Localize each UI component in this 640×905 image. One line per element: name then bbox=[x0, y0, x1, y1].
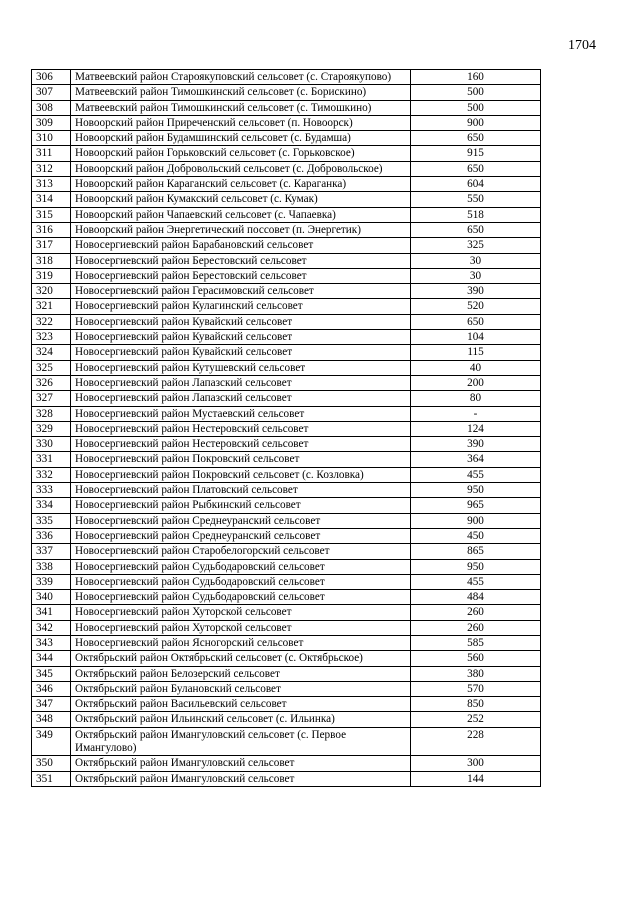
table-body bbox=[32, 70, 541, 787]
settlement-description-cell: Октябрьский район Имангуловский сельсовет bbox=[71, 756, 411, 771]
table-row bbox=[32, 437, 541, 452]
table-row bbox=[32, 284, 541, 299]
row-number-cell: 348 bbox=[32, 712, 71, 727]
settlement-description-cell: Матвеевский район Тимошкинский сельсовет (с. Борискино) bbox=[71, 85, 411, 100]
table-row bbox=[32, 421, 541, 436]
settlement-description-cell: Новосергиевский район Хуторской сельсовет bbox=[71, 605, 411, 620]
value-cell: 915 bbox=[411, 146, 541, 161]
settlement-description-cell: Новоорский район Приреченский сельсовет (п. Новоорск) bbox=[71, 115, 411, 130]
settlement-description-cell: Новосергиевский район Судьбодаровский сельсовет bbox=[71, 590, 411, 605]
table-row bbox=[32, 620, 541, 635]
row-number-cell: 311 bbox=[32, 146, 71, 161]
settlement-description-cell: Новосергиевский район Среднеуранский сельсовет bbox=[71, 528, 411, 543]
settlement-description-cell: Новоорский район Будамшинский сельсовет (с. Будамша) bbox=[71, 131, 411, 146]
value-cell: 650 bbox=[411, 222, 541, 237]
value-cell: 390 bbox=[411, 284, 541, 299]
row-number-cell: 339 bbox=[32, 574, 71, 589]
table-row bbox=[32, 131, 541, 146]
page-number: 1704 bbox=[568, 38, 596, 53]
row-number-cell: 330 bbox=[32, 437, 71, 452]
row-number-cell: 324 bbox=[32, 345, 71, 360]
settlement-description-cell: Октябрьский район Имангуловский сельсовет bbox=[71, 771, 411, 786]
row-number-cell: 351 bbox=[32, 771, 71, 786]
value-cell: - bbox=[411, 406, 541, 421]
table-row bbox=[32, 70, 541, 85]
settlement-description-cell: Октябрьский район Белозерский сельсовет bbox=[71, 666, 411, 681]
table-row bbox=[32, 513, 541, 528]
value-cell: 252 bbox=[411, 712, 541, 727]
table-row bbox=[32, 528, 541, 543]
settlement-description-cell: Новосергиевский район Барабановский сельсовет bbox=[71, 238, 411, 253]
value-cell: 500 bbox=[411, 100, 541, 115]
settlement-description-cell: Новосергиевский район Покровский сельсовет bbox=[71, 452, 411, 467]
table-row bbox=[32, 452, 541, 467]
value-cell: 850 bbox=[411, 697, 541, 712]
row-number-cell: 332 bbox=[32, 467, 71, 482]
settlement-description-cell: Новоорский район Караганский сельсовет (с. Караганка) bbox=[71, 177, 411, 192]
settlement-description-cell: Новосергиевский район Ясногорский сельсовет bbox=[71, 635, 411, 650]
row-number-cell: 317 bbox=[32, 238, 71, 253]
row-number-cell: 308 bbox=[32, 100, 71, 115]
row-number-cell: 323 bbox=[32, 330, 71, 345]
settlement-description-cell: Новосергиевский район Герасимовский сельсовет bbox=[71, 284, 411, 299]
settlement-description-cell: Новосергиевский район Кувайский сельсовет bbox=[71, 314, 411, 329]
value-cell: 865 bbox=[411, 544, 541, 559]
table-row bbox=[32, 375, 541, 390]
table-row bbox=[32, 314, 541, 329]
settlement-table bbox=[31, 69, 541, 787]
value-cell: 965 bbox=[411, 498, 541, 513]
value-cell: 585 bbox=[411, 635, 541, 650]
row-number-cell: 328 bbox=[32, 406, 71, 421]
value-cell: 364 bbox=[411, 452, 541, 467]
table-row bbox=[32, 268, 541, 283]
value-cell: 200 bbox=[411, 375, 541, 390]
value-cell: 115 bbox=[411, 345, 541, 360]
settlement-description-cell: Новосергиевский район Среднеуранский сельсовет bbox=[71, 513, 411, 528]
value-cell: 900 bbox=[411, 115, 541, 130]
settlement-description-cell: Новоорский район Кумакский сельсовет (с. Кумак) bbox=[71, 192, 411, 207]
row-number-cell: 336 bbox=[32, 528, 71, 543]
value-cell: 570 bbox=[411, 681, 541, 696]
row-number-cell: 345 bbox=[32, 666, 71, 681]
value-cell: 650 bbox=[411, 161, 541, 176]
settlement-description-cell: Новосергиевский район Старобелогорский сельсовет bbox=[71, 544, 411, 559]
table-row bbox=[32, 771, 541, 786]
table-row bbox=[32, 681, 541, 696]
table-row bbox=[32, 574, 541, 589]
row-number-cell: 310 bbox=[32, 131, 71, 146]
value-cell: 500 bbox=[411, 85, 541, 100]
row-number-cell: 346 bbox=[32, 681, 71, 696]
settlement-description-cell: Октябрьский район Васильевский сельсовет bbox=[71, 697, 411, 712]
value-cell: 950 bbox=[411, 559, 541, 574]
table-row bbox=[32, 406, 541, 421]
value-cell: 124 bbox=[411, 421, 541, 436]
value-cell: 390 bbox=[411, 437, 541, 452]
table-row bbox=[32, 222, 541, 237]
table-row bbox=[32, 330, 541, 345]
value-cell: 450 bbox=[411, 528, 541, 543]
settlement-description-cell: Новосергиевский район Кутушевский сельсовет bbox=[71, 360, 411, 375]
row-number-cell: 340 bbox=[32, 590, 71, 605]
value-cell: 484 bbox=[411, 590, 541, 605]
value-cell: 30 bbox=[411, 253, 541, 268]
row-number-cell: 347 bbox=[32, 697, 71, 712]
table-row bbox=[32, 467, 541, 482]
row-number-cell: 320 bbox=[32, 284, 71, 299]
settlement-description-cell: Новосергиевский район Кувайский сельсовет bbox=[71, 345, 411, 360]
row-number-cell: 349 bbox=[32, 727, 71, 756]
row-number-cell: 337 bbox=[32, 544, 71, 559]
value-cell: 144 bbox=[411, 771, 541, 786]
row-number-cell: 338 bbox=[32, 559, 71, 574]
value-cell: 160 bbox=[411, 70, 541, 85]
row-number-cell: 350 bbox=[32, 756, 71, 771]
table-row bbox=[32, 559, 541, 574]
value-cell: 380 bbox=[411, 666, 541, 681]
table-row bbox=[32, 115, 541, 130]
row-number-cell: 312 bbox=[32, 161, 71, 176]
table-row bbox=[32, 697, 541, 712]
settlement-description-cell: Новосергиевский район Кулагинский сельсовет bbox=[71, 299, 411, 314]
settlement-description-cell: Новоорский район Горьковский сельсовет (с. Горьковское) bbox=[71, 146, 411, 161]
value-cell: 604 bbox=[411, 177, 541, 192]
value-cell: 455 bbox=[411, 574, 541, 589]
value-cell: 560 bbox=[411, 651, 541, 666]
table-row bbox=[32, 712, 541, 727]
value-cell: 518 bbox=[411, 207, 541, 222]
row-number-cell: 307 bbox=[32, 85, 71, 100]
value-cell: 40 bbox=[411, 360, 541, 375]
value-cell: 900 bbox=[411, 513, 541, 528]
table-row bbox=[32, 635, 541, 650]
row-number-cell: 344 bbox=[32, 651, 71, 666]
table-row bbox=[32, 544, 541, 559]
settlement-description-cell: Новоорский район Добровольский сельсовет (с. Добровольское) bbox=[71, 161, 411, 176]
value-cell: 80 bbox=[411, 391, 541, 406]
settlement-description-cell: Новосергиевский район Покровский сельсовет (с. Козловка) bbox=[71, 467, 411, 482]
settlement-description-cell: Новосергиевский район Лапазский сельсовет bbox=[71, 391, 411, 406]
table-row bbox=[32, 605, 541, 620]
value-cell: 260 bbox=[411, 620, 541, 635]
row-number-cell: 343 bbox=[32, 635, 71, 650]
table-row bbox=[32, 345, 541, 360]
row-number-cell: 334 bbox=[32, 498, 71, 513]
row-number-cell: 319 bbox=[32, 268, 71, 283]
table-row bbox=[32, 299, 541, 314]
settlement-description-cell: Новоорский район Чапаевский сельсовет (с. Чапаевка) bbox=[71, 207, 411, 222]
table-row bbox=[32, 177, 541, 192]
table-row bbox=[32, 651, 541, 666]
table-row bbox=[32, 85, 541, 100]
row-number-cell: 329 bbox=[32, 421, 71, 436]
settlement-description-cell: Новосергиевский район Мустаевский сельсовет bbox=[71, 406, 411, 421]
settlement-description-cell: Октябрьский район Ильинский сельсовет (с. Ильинка) bbox=[71, 712, 411, 727]
settlement-description-cell: Новосергиевский район Судьбодаровский сельсовет bbox=[71, 574, 411, 589]
table-row bbox=[32, 100, 541, 115]
settlement-description-cell: Октябрьский район Октябрьский сельсовет (с. Октябрьское) bbox=[71, 651, 411, 666]
table-row bbox=[32, 146, 541, 161]
row-number-cell: 325 bbox=[32, 360, 71, 375]
table-row bbox=[32, 192, 541, 207]
settlement-description-cell: Новосергиевский район Хуторской сельсовет bbox=[71, 620, 411, 635]
row-number-cell: 335 bbox=[32, 513, 71, 528]
row-number-cell: 314 bbox=[32, 192, 71, 207]
settlement-description-cell: Матвеевский район Староякуповский сельсовет (с. Староякупово) bbox=[71, 70, 411, 85]
settlement-description-cell: Новосергиевский район Нестеровский сельсовет bbox=[71, 421, 411, 436]
table-row bbox=[32, 498, 541, 513]
table-row bbox=[32, 161, 541, 176]
value-cell: 300 bbox=[411, 756, 541, 771]
row-number-cell: 315 bbox=[32, 207, 71, 222]
row-number-cell: 309 bbox=[32, 115, 71, 130]
table-row bbox=[32, 727, 541, 756]
row-number-cell: 318 bbox=[32, 253, 71, 268]
value-cell: 950 bbox=[411, 483, 541, 498]
row-number-cell: 321 bbox=[32, 299, 71, 314]
value-cell: 455 bbox=[411, 467, 541, 482]
row-number-cell: 342 bbox=[32, 620, 71, 635]
settlement-description-cell: Новосергиевский район Лапазский сельсовет bbox=[71, 375, 411, 390]
settlement-description-cell: Новоорский район Энергетический поссовет (п. Энергетик) bbox=[71, 222, 411, 237]
table-row bbox=[32, 590, 541, 605]
table-row bbox=[32, 253, 541, 268]
value-cell: 325 bbox=[411, 238, 541, 253]
value-cell: 104 bbox=[411, 330, 541, 345]
row-number-cell: 313 bbox=[32, 177, 71, 192]
row-number-cell: 327 bbox=[32, 391, 71, 406]
row-number-cell: 322 bbox=[32, 314, 71, 329]
table-row bbox=[32, 756, 541, 771]
settlement-description-cell: Октябрьский район Булановский сельсовет bbox=[71, 681, 411, 696]
settlement-description-cell: Новосергиевский район Платовский сельсовет bbox=[71, 483, 411, 498]
settlement-description-cell: Новосергиевский район Нестеровский сельсовет bbox=[71, 437, 411, 452]
settlement-description-cell: Новосергиевский район Рыбкинский сельсовет bbox=[71, 498, 411, 513]
value-cell: 650 bbox=[411, 131, 541, 146]
row-number-cell: 306 bbox=[32, 70, 71, 85]
value-cell: 30 bbox=[411, 268, 541, 283]
table-row bbox=[32, 666, 541, 681]
settlement-description-cell: Новосергиевский район Судьбодаровский сельсовет bbox=[71, 559, 411, 574]
table-row bbox=[32, 238, 541, 253]
settlement-description-cell: Октябрьский район Имангуловский сельсовет (с. Первое Имангулово) bbox=[71, 727, 411, 756]
row-number-cell: 341 bbox=[32, 605, 71, 620]
settlement-description-cell: Новосергиевский район Берестовский сельсовет bbox=[71, 268, 411, 283]
table-row bbox=[32, 360, 541, 375]
value-cell: 550 bbox=[411, 192, 541, 207]
settlement-description-cell: Матвеевский район Тимошкинский сельсовет (с. Тимошкино) bbox=[71, 100, 411, 115]
row-number-cell: 331 bbox=[32, 452, 71, 467]
value-cell: 228 bbox=[411, 727, 541, 756]
settlement-description-cell: Новосергиевский район Кувайский сельсовет bbox=[71, 330, 411, 345]
value-cell: 650 bbox=[411, 314, 541, 329]
row-number-cell: 326 bbox=[32, 375, 71, 390]
row-number-cell: 333 bbox=[32, 483, 71, 498]
value-cell: 520 bbox=[411, 299, 541, 314]
table-row bbox=[32, 207, 541, 222]
settlement-description-cell: Новосергиевский район Берестовский сельсовет bbox=[71, 253, 411, 268]
row-number-cell: 316 bbox=[32, 222, 71, 237]
value-cell: 260 bbox=[411, 605, 541, 620]
table-row bbox=[32, 391, 541, 406]
table-row bbox=[32, 483, 541, 498]
